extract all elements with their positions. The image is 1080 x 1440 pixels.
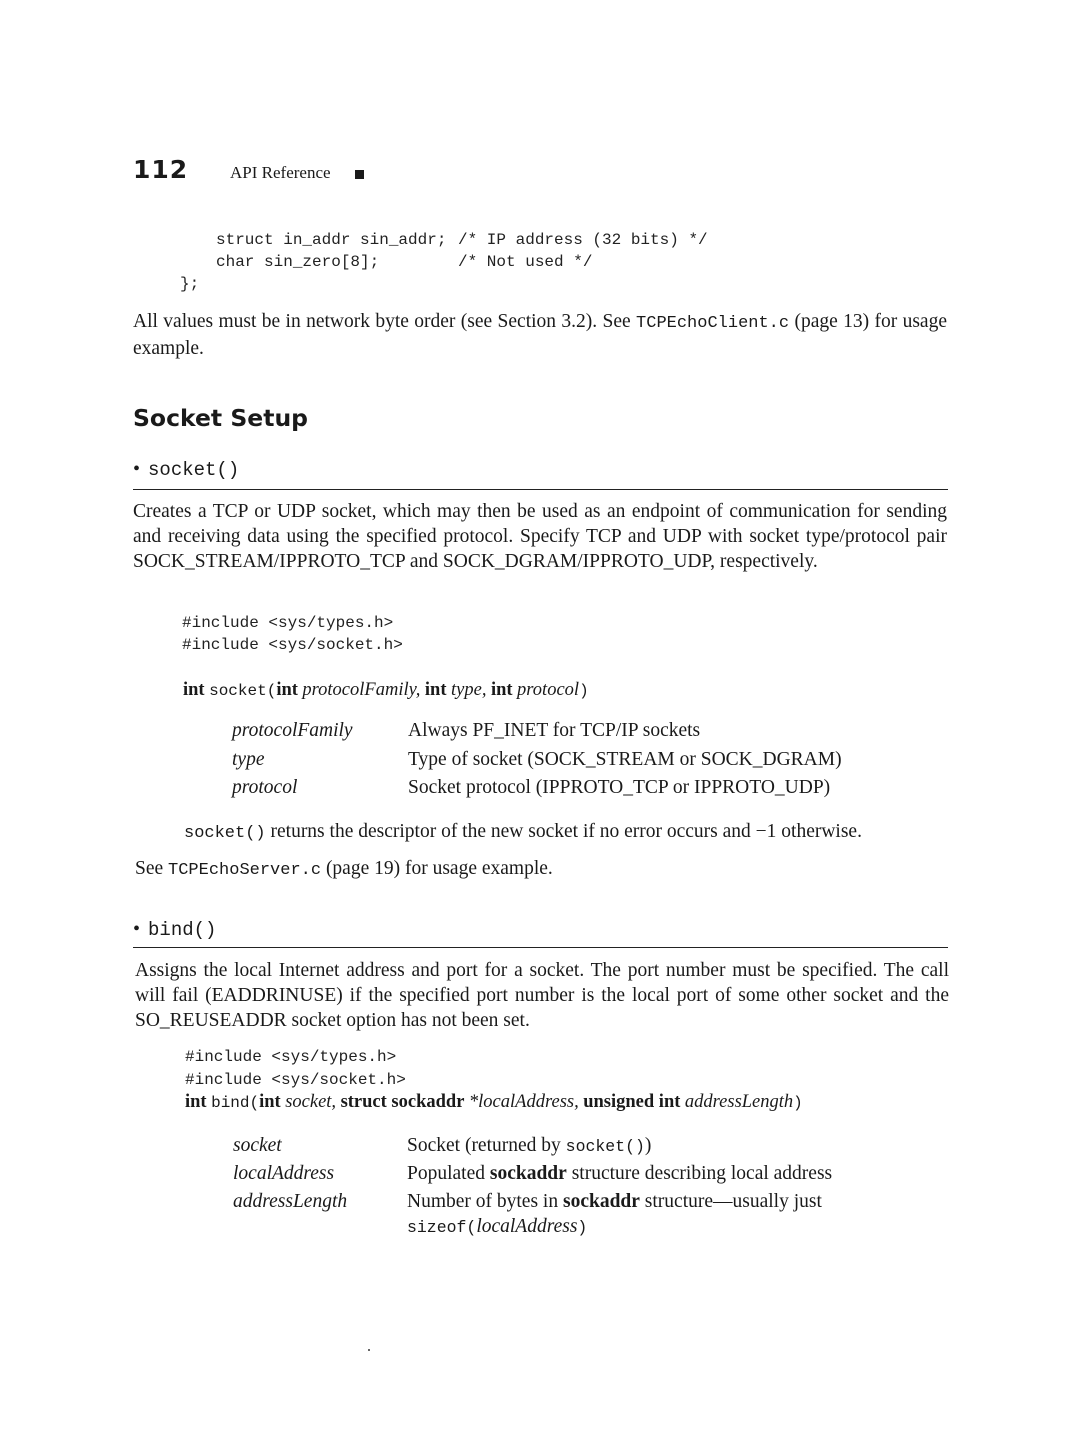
bind-param-desc [407, 1135, 651, 1157]
sig-type: int [276, 680, 298, 700]
bind-include: #include <sys/socket.h> [185, 1071, 406, 1089]
socket-heading-rule [133, 489, 948, 490]
param-desc-text: structure—usually just [639, 1191, 822, 1212]
stray-mark [368, 1349, 370, 1351]
bind-param-name: localAddress [233, 1163, 335, 1184]
socket-param-desc: Socket protocol (IPPROTO_TCP or IPPROTO_UDP) [408, 777, 831, 798]
sig-return-type: int [185, 1092, 207, 1112]
sig-param: protocolFamily, [302, 680, 421, 700]
running-head: API Reference [230, 163, 331, 182]
sig-type: int [424, 680, 447, 700]
socket-include: #include <sys/socket.h> [182, 636, 403, 654]
socket-function-heading [133, 458, 239, 481]
sig-param: addressLength [684, 1092, 794, 1112]
param-desc-italic: localAddress [476, 1216, 578, 1237]
sig-function-name: socket( [209, 682, 277, 700]
section-title: Socket Setup [133, 404, 308, 432]
bullet-icon: • [133, 458, 141, 480]
socket-param-desc: Type of socket (SOCK_STREAM or SOCK_DGRAM) [408, 749, 842, 770]
see-code-ref: TCPEchoServer.c [168, 861, 322, 880]
param-desc-code: sizeof( [407, 1218, 477, 1237]
socket-function-name: socket() [148, 459, 240, 481]
struct-closing: }; [180, 275, 200, 293]
bind-param-name: addressLength [233, 1191, 348, 1212]
bind-include: #include <sys/types.h> [185, 1048, 397, 1066]
running-head-square-icon [355, 170, 364, 179]
sig-type: int [259, 1092, 281, 1112]
socket-description: Creates a TCP or UDP socket, which may then be used as an endpoint of communication for sending and receiving data using the specified protocol. Specify TCP and UDP with socket type/protocol pair SOCK_STREAM/IPPROTO_TCP and SOCK_DGRAM/IPPROTO_UDP, respectively. [133, 501, 947, 572]
socket-param-desc: Always PF_INET for TCP/IP sockets [408, 720, 701, 741]
bind-function-heading [133, 918, 216, 941]
bind-signature [185, 1091, 803, 1113]
sig-function-name: bind( [211, 1094, 260, 1112]
intro-code-ref: TCPEchoClient.c [636, 314, 790, 333]
param-desc-text: ) [644, 1135, 652, 1156]
sig-close: ) [793, 1094, 803, 1112]
bullet-icon: • [133, 918, 141, 940]
struct-code-comment: /* IP address (32 bits) */ [458, 231, 708, 249]
intro-text-post: (page 13) for usage example. [133, 311, 947, 359]
param-desc-bold: sockaddr [489, 1163, 567, 1184]
param-desc-code: socket() [565, 1137, 645, 1156]
param-desc-text: Number of bytes in [407, 1191, 563, 1212]
intro-paragraph [133, 309, 947, 361]
socket-param-name: type [232, 749, 265, 770]
socket-param-name: protocolFamily [232, 720, 353, 741]
param-desc-code: ) [577, 1218, 588, 1237]
sig-param: *localAddress, [468, 1092, 579, 1112]
sig-param: socket, [285, 1092, 337, 1112]
bind-function-name: bind() [148, 919, 217, 941]
bind-heading-rule [133, 947, 948, 948]
param-desc-text: Socket (returned by [407, 1135, 566, 1156]
sig-param: type, [451, 680, 487, 700]
see-text-post: (page 19) for usage example. [321, 858, 553, 879]
returns-text: returns the descriptor of the new socket if no error occurs and −1 otherwise. [265, 821, 862, 842]
see-text: See [135, 858, 169, 879]
socket-signature [183, 679, 589, 701]
page-number: 112 [133, 155, 189, 184]
sig-return-type: int [183, 680, 205, 700]
struct-code-line: struct in_addr sin_addr; [216, 231, 447, 249]
struct-code-comment: /* Not used */ [458, 253, 593, 271]
struct-code-line: char sin_zero[8]; [216, 253, 380, 271]
param-desc-text: structure describing local address [566, 1163, 833, 1184]
param-desc-text: Populated [407, 1163, 490, 1184]
socket-param-name: protocol [232, 777, 298, 798]
sig-param: protocol [517, 680, 580, 700]
socket-returns [184, 819, 954, 846]
socket-see-also [135, 856, 949, 883]
bind-description: Assigns the local Internet address and port for a socket. The port number must be specified. The call will fail (EADDRINUSE) if the specified port number is the local port of some other socket and the SO_REUSEADDR socket option has not been set. [135, 960, 949, 1031]
bind-param-desc-line2 [407, 1216, 587, 1238]
sig-type: struct sockaddr [340, 1092, 465, 1112]
param-desc-bold: sockaddr [562, 1191, 640, 1212]
bind-param-desc [407, 1163, 832, 1185]
bind-param-desc [407, 1191, 822, 1213]
returns-code: socket() [184, 824, 266, 843]
sig-type: int [490, 680, 513, 700]
socket-include: #include <sys/types.h> [182, 614, 394, 632]
bind-param-name: socket [233, 1135, 282, 1156]
sig-close: ) [579, 682, 589, 700]
sig-type: unsigned int [583, 1092, 681, 1112]
intro-text: All values must be in network byte order (see Section 3.2). See [133, 311, 637, 332]
